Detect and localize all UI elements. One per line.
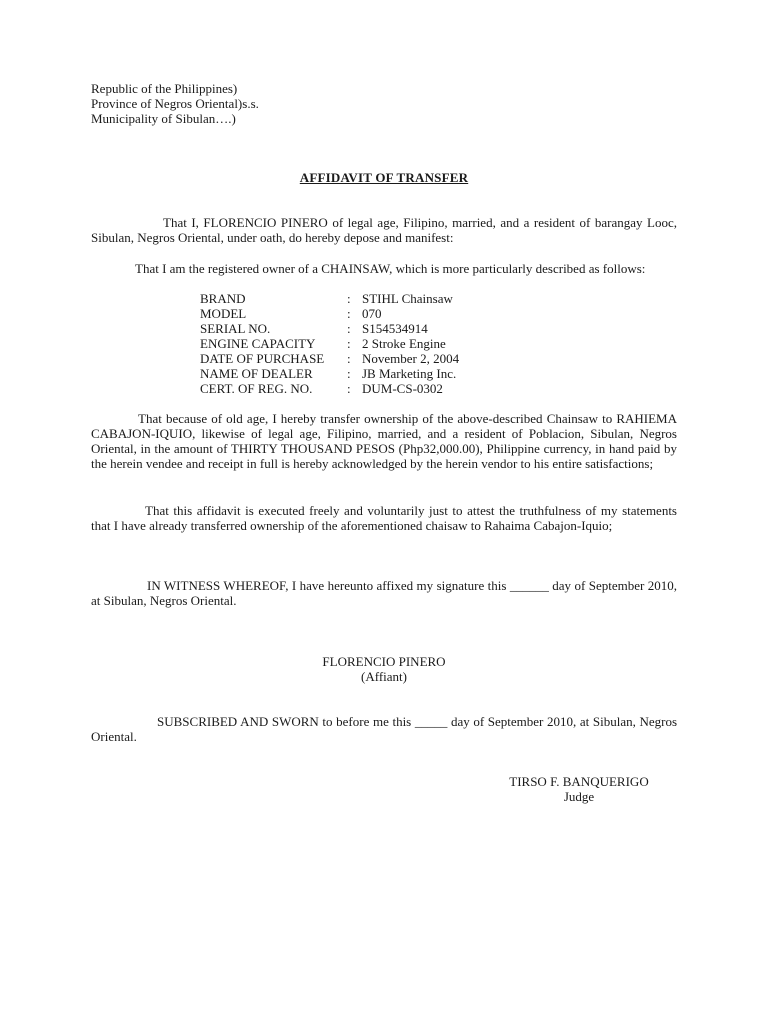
spec-label: SERIAL NO. bbox=[200, 321, 271, 336]
document-title: AFFIDAVIT OF TRANSFER bbox=[299, 170, 469, 185]
spec-row-dealer bbox=[200, 366, 520, 381]
chainsaw-spec-list bbox=[200, 291, 520, 396]
spec-colon: : bbox=[347, 306, 351, 321]
spec-value: STIHL Chainsaw bbox=[362, 291, 453, 306]
spec-row-serial bbox=[200, 321, 520, 336]
spec-label: BRAND bbox=[200, 291, 246, 306]
spec-value: 2 Stroke Engine bbox=[362, 336, 446, 351]
affiant-signature-block bbox=[0, 654, 768, 684]
spec-value: S154534914 bbox=[362, 321, 428, 336]
affiant-role: (Affiant) bbox=[361, 669, 407, 684]
spec-colon: : bbox=[347, 291, 351, 306]
spec-label: DATE OF PURCHASE bbox=[200, 351, 325, 366]
paragraph-transfer: That because of old age, I hereby transfer ownership of the above-described Chainsaw to RAHIEMA CABAJON-IQUIO, likewise of legal age, Filipino, married, and a resident of Poblacion, Sibulan, Negros Oriental, in the amount of THIRTY THOUSAND PESOS (Php32,000.00), Philippine currency, in hand paid by the herein vendee and receipt in full is hereby acknowledged by the herein vendor to his entire satisfactions; bbox=[91, 411, 677, 471]
spec-row-model bbox=[200, 306, 520, 321]
spec-value: JB Marketing Inc. bbox=[362, 366, 457, 381]
spec-colon: : bbox=[347, 321, 351, 336]
spec-row-engine-capacity bbox=[200, 336, 520, 351]
venue-block bbox=[91, 81, 259, 126]
affiant-name: FLORENCIO PINERO bbox=[322, 654, 446, 669]
judge-name: TIRSO F. BANQUERIGO bbox=[509, 774, 649, 789]
spec-row-date-of-purchase bbox=[200, 351, 520, 366]
venue-line-republic: Republic of the Philippines) bbox=[91, 81, 238, 96]
spec-value: November 2, 2004 bbox=[362, 351, 460, 366]
spec-row-brand bbox=[200, 291, 520, 306]
paragraph-voluntary: That this affidavit is executed freely and voluntarily just to attest the truthfulness of my statements that I have already transferred ownership of the aforementioned chaisaw to Rahaima Cabajon-Iquio; bbox=[91, 503, 677, 533]
spec-label: CERT. OF REG. NO. bbox=[200, 381, 313, 396]
spec-label: NAME OF DEALER bbox=[200, 366, 313, 381]
venue-line-municipality: Municipality of Sibulan….) bbox=[91, 111, 236, 126]
judge-role: Judge bbox=[563, 789, 595, 804]
spec-colon: : bbox=[347, 366, 351, 381]
spec-colon: : bbox=[347, 351, 351, 366]
spec-label: ENGINE CAPACITY bbox=[200, 336, 316, 351]
spec-colon: : bbox=[347, 336, 351, 351]
spec-label: MODEL bbox=[200, 306, 247, 321]
paragraph-ownership: That I am the registered owner of a CHAINSAW, which is more particularly described as follows: bbox=[135, 261, 646, 276]
venue-line-province: Province of Negros Oriental)s.s. bbox=[91, 96, 259, 111]
spec-colon: : bbox=[347, 381, 351, 396]
spec-value: DUM-CS-0302 bbox=[362, 381, 443, 396]
paragraph-jurat: SUBSCRIBED AND SWORN to before me this _____ day of September 2010, at Sibulan, Negros Oriental. bbox=[91, 714, 677, 744]
judge-signature-block bbox=[470, 774, 688, 804]
paragraph-affiant-intro: That I, FLORENCIO PINERO of legal age, Filipino, married, and a resident of barangay Looc, Sibulan, Negros Oriental, under oath, do hereby depose and manifest: bbox=[91, 215, 677, 245]
spec-value: 070 bbox=[362, 306, 382, 321]
spec-row-cert-of-reg bbox=[200, 381, 520, 396]
paragraph-witness: IN WITNESS WHEREOF, I have hereunto affixed my signature this ______ day of September 2010, at Sibulan, Negros Oriental. bbox=[91, 578, 677, 608]
